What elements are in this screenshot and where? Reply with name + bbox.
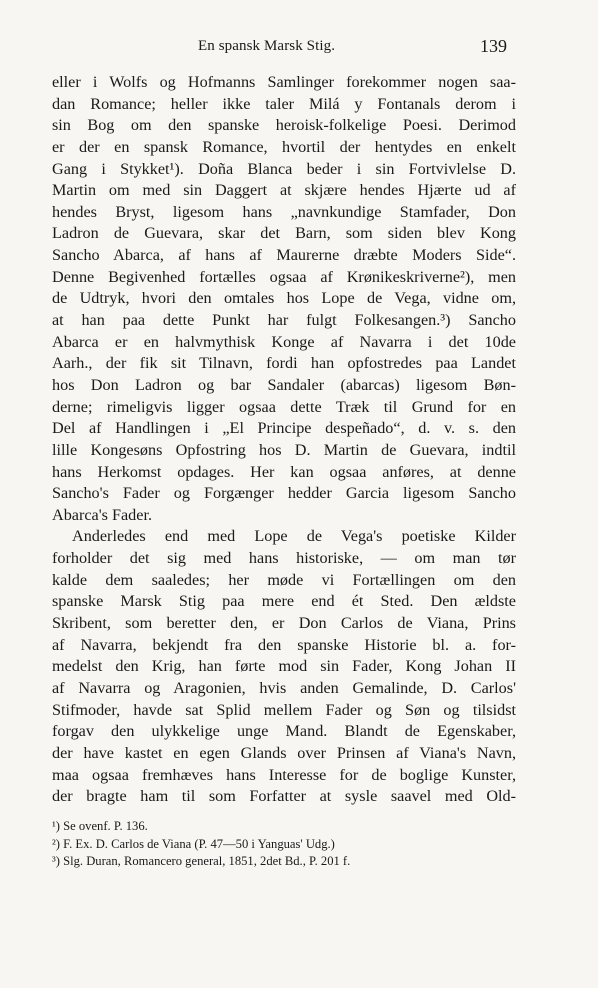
body-text — [52, 72, 516, 808]
text-line: maa ogsaa fremhæves hans Interesse for de boglige Kunster, — [52, 765, 516, 784]
text-line: Aarh., der fik sit Tilnavn, fordi han opfostredes paa Landet — [52, 354, 516, 373]
text-line: der bragte ham til som Forfatter at sysle saavel med Old- — [52, 787, 516, 806]
text-line: de Udtryk, hvori den omtales hos Lope de Vega, vidne om, — [52, 289, 516, 308]
text-line: er der en spansk Romance, hvortil der hentydes en enkelt — [52, 137, 516, 156]
text-line: Sancho's Fader og Forgænger hedder Garcia ligesom Sancho — [52, 484, 516, 503]
text-line: kalde dem saaledes; her møde vi Fortællingen om den — [52, 570, 516, 589]
text-line: sin Bog om den spanske heroisk-folkelige Poesi. Derimod — [52, 116, 516, 135]
text-line: forholder det sig med hans historiske, — om man tør — [52, 549, 516, 568]
text-line: Abarca's Fader. — [52, 505, 153, 524]
footnotes — [52, 818, 516, 871]
text-line: dan Romance; heller ikke taler Milá y Fontanals derom i — [52, 94, 516, 113]
text-line: hendes Bryst, ligesom hans „navnkundige Stamfader, Don — [52, 202, 516, 221]
footnote: ²) F. Ex. D. Carlos de Viana (P. 47—50 i Yanguas' Udg.) — [52, 836, 335, 851]
text-line: der have kastet en egen Glands over Prinsen af Viana's Navn, — [52, 743, 516, 762]
text-line: at han paa dette Punkt har fulgt Folkesangen.³) Sancho — [52, 311, 516, 330]
page-number: 139 — [480, 36, 507, 56]
text-line: spanske Marsk Stig paa mere end ét Sted. Den ældste — [52, 592, 516, 611]
text-line: af Navarra og Aragonien, hvis anden Gemalinde, D. Carlos' — [52, 678, 516, 697]
text-line: Gang i Stykket¹). Doña Blanca beder i sin Fortvivlelse D. — [52, 159, 516, 178]
text-line: Abarca er en halvmythisk Konge af Navarra i det 10de — [52, 332, 516, 351]
running-head: En spansk Marsk Stig. — [198, 38, 336, 54]
page-header — [0, 36, 598, 60]
text-line: Skribent, som beretter den, er Don Carlos de Viana, Prins — [52, 614, 516, 633]
footnote: ¹) Se ovenf. P. 136. — [52, 819, 148, 833]
text-line: af Navarra, bekjendt fra den spanske Historie bl. a. for- — [52, 635, 516, 654]
text-line: Ladron de Guevara, skar det Barn, som siden blev Kong — [52, 224, 516, 243]
text-line: Sancho Abarca, af hans af Maurerne dræbte Moders Side“. — [52, 246, 516, 265]
text-line: lille Kongesøns Opfostring hos D. Martin de Guevara, indtil — [52, 440, 516, 459]
text-line: Denne Begivenhed fortælles ogsaa af Krønikeskriverne²), men — [52, 267, 516, 286]
text-line: hos Don Ladron og bar Sandaler (abarcas) ligesom Bøn- — [52, 375, 516, 394]
text-line: hans Herkomst opdages. Her kan ogsaa anføres, at denne — [52, 462, 516, 481]
text-line: medelst den Krig, han førte mod sin Fader, Kong Johan II — [52, 657, 516, 676]
text-line: Anderledes end med Lope de Vega's poetiske Kilder — [72, 527, 516, 546]
text-line: forgav den ulykkelige unge Mand. Blandt de Egenskaber, — [52, 722, 516, 741]
text-line: eller i Wolfs og Hofmanns Samlinger forekommer nogen saa- — [52, 73, 516, 91]
text-line: Martin om med sin Daggert at skjære hendes Hjærte ud af — [52, 181, 516, 200]
text-line: derne; rimeligvis ligger ogsaa dette Træk til Grund for en — [52, 397, 516, 416]
footnote: ³) Slg. Duran, Romancero general, 1851, 2det Bd., P. 201 f. — [52, 854, 351, 868]
text-line: Del af Handlingen i „El Principe despeñado“, d. v. s. den — [52, 419, 516, 438]
text-line: Stifmoder, havde sat Splid mellem Fader og Søn og tilsidst — [52, 700, 516, 719]
